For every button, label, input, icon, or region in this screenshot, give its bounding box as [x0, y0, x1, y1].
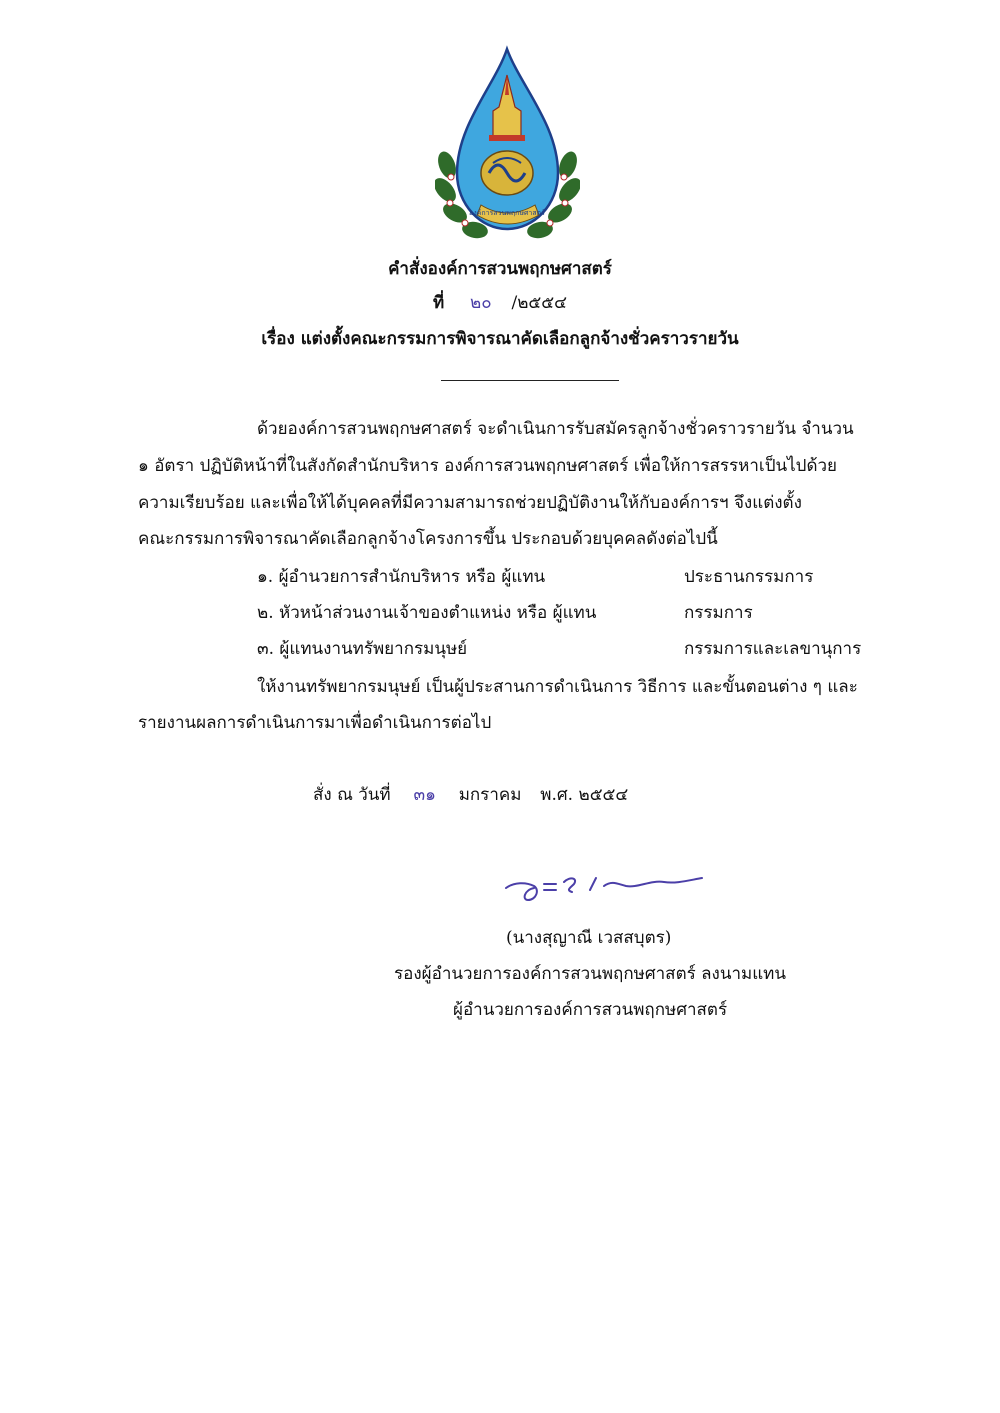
- organization-logo-emblem: [435, 45, 580, 245]
- order-subject-label: เรื่อง: [261, 329, 295, 349]
- order-date-line: [313, 778, 628, 812]
- order-number-year: /๒๕๕๔: [511, 293, 568, 313]
- date-day: ๓๑: [413, 785, 436, 805]
- intro-line-4: คณะกรรมการพิจารณาคัดเลือกลูกจ้างโครงการขึ้น ประกอบด้วยบุคคลดังต่อไปนี้: [138, 529, 718, 549]
- order-number-line: [0, 290, 1000, 316]
- signatory-name: (นางสุญาณี เวสสบุตร): [506, 928, 672, 948]
- svg-text:องค์การสวนพฤกษศาสตร์: องค์การสวนพฤกษศาสตร์: [469, 209, 545, 217]
- member-2-role: กรรมการ: [684, 603, 753, 623]
- member-3-role: กรรมการและเลขานุการ: [684, 639, 862, 659]
- date-prefix: สั่ง ณ วันที่: [313, 785, 391, 805]
- title-divider: [441, 380, 619, 381]
- order-number-value: ๒๐: [470, 293, 492, 313]
- intro-line-1: ด้วยองค์การสวนพฤกษศาสตร์ จะดำเนินการรับสมัครลูกจ้างชั่วคราวรายวัน จำนวน: [257, 419, 854, 439]
- date-month: มกราคม: [458, 785, 522, 805]
- order-subject: แต่งตั้งคณะกรรมการพิจารณาคัดเลือกลูกจ้างชั่วคราวรายวัน: [300, 329, 739, 349]
- member-3-name: ๓. ผู้แทนงานทรัพยากรมนุษย์: [257, 639, 468, 659]
- intro-line-2: ๑ อัตรา ปฏิบัติหน้าที่ในสังกัดสำนักบริหาร องค์การสวนพฤกษศาสตร์ เพื่อให้การสรรหาเป็นไปด้วย: [138, 456, 838, 476]
- date-year: ๒๕๕๔: [578, 785, 629, 805]
- member-1-name: ๑. ผู้อำนวยการสำนักบริหาร หรือ ผู้แทน: [257, 567, 546, 587]
- date-year-label: พ.ศ.: [540, 785, 574, 805]
- closing-line-2: รายงานผลการดำเนินการมาเพื่อดำเนินการต่อไป: [138, 713, 492, 733]
- signatory-position-1: รองผู้อำนวยการองค์การสวนพฤกษศาสตร์ ลงนามแทน: [394, 964, 787, 984]
- handwritten-signature: [500, 860, 710, 910]
- closing-line-1: ให้งานทรัพยากรมนุษย์ เป็นผู้ประสานการดำเนินการ วิธีการ และขั้นตอนต่าง ๆ และ: [257, 677, 858, 697]
- signatory-position-2: ผู้อำนวยการองค์การสวนพฤกษศาสตร์: [453, 1000, 728, 1020]
- order-number-label: ที่: [432, 293, 445, 313]
- order-title: คำสั่งองค์การสวนพฤกษศาสตร์: [388, 259, 612, 279]
- member-2-name: ๒. หัวหน้าส่วนงานเจ้าของตำแหน่ง หรือ ผู้แทน: [257, 603, 597, 623]
- intro-line-3: ความเรียบร้อย และเพื่อให้ได้บุคคลที่มีความสามารถช่วยปฏิบัติงานให้กับองค์การฯ จึงแต่งตั้ง: [138, 493, 802, 513]
- order-subject-line: [0, 326, 1000, 352]
- member-1-role: ประธานกรรมการ: [684, 567, 814, 587]
